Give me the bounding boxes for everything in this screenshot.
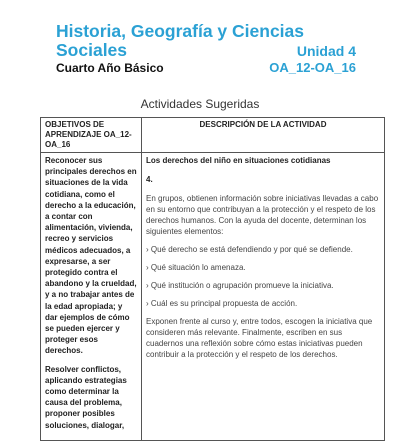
activity-description-cell [142, 153, 385, 441]
objectives-header: OBJETIVOS DE APRENDIZAJE OA_12-OA_16 [41, 118, 142, 153]
objective-text: Resolver conflictos, aplicando estrategias como determinar la causa del problema, proponer posibles soluciones, dialogar, [45, 364, 127, 430]
subject-title-line1: Historia, Geografía y Ciencias [56, 21, 305, 41]
list-item: › Qué situación lo amenaza. [146, 263, 246, 272]
list-item: › Qué derecho se está defendiendo y por qué se defiende. [146, 245, 353, 254]
table-header-row [41, 118, 385, 153]
description-header: DESCRIPCIÓN DE LA ACTIVIDAD [142, 118, 385, 153]
activity-number: 4. [146, 175, 153, 184]
activity-intro: En grupos, obtienen información sobre iniciativas llevadas a cabo en su entorno que contribuyan a la protección y el respeto de los derechos humanos. Con la ayuda del docente, determinan los siguientes elementos: [146, 194, 379, 236]
objectives-cell [41, 153, 142, 441]
list-item: › Qué institución o agrupación promueve la iniciativa. [146, 281, 334, 290]
subject-title [56, 22, 304, 60]
unit-label: Unidad 4 [296, 43, 356, 59]
activity-closing: Exponen frente al curso y, entre todos, escogen la iniciativa que consideren más relevante. Finalmente, escriben en sus cuadernos una reflexión sobre cómo estas iniciativas pueden contribuir a la protección y el respeto de los derechos. [146, 317, 373, 359]
objective-code: OA_12-OA_16 [269, 60, 356, 75]
table-row [41, 153, 385, 441]
grade-label: Cuarto Año Básico [56, 61, 164, 75]
activity-heading: Los derechos del niño en situaciones cotidianas [146, 156, 331, 165]
list-item: › Cuál es su principal propuesta de acción. [146, 299, 298, 308]
objective-text: Reconocer sus principales derechos en situaciones de la vida cotidiana, como el derecho a la educación, a contar con alimentación, vivienda, recreo y servicios médicos adecuados, a expresarse, a ser protegido contra el abandono y la crueldad, y a no trabajar antes de la edad apropiada; y dar ejemplos de cómo se pueden ejercer y proteger esos derechos. [45, 156, 137, 356]
subject-title-line2: Sociales [56, 40, 128, 60]
section-title: Actividades Sugeridas [140, 97, 260, 111]
activities-table [40, 117, 385, 441]
